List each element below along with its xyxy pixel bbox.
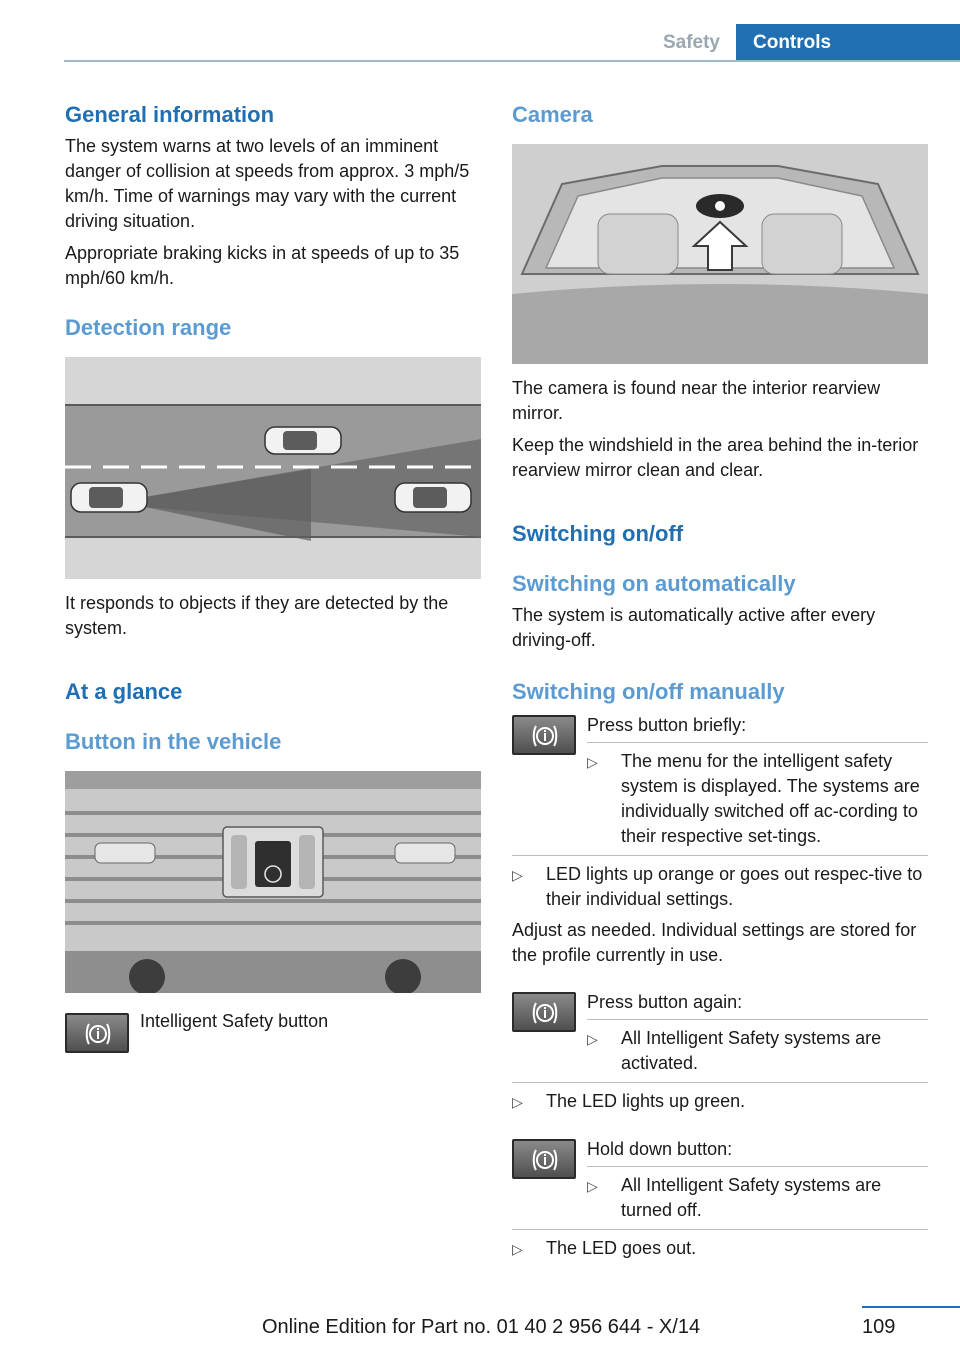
list-item (512, 1089, 928, 1115)
detection-range-figure (65, 357, 481, 579)
list-item-text: The menu for the intelligent safety system is displayed. The systems are individually switched off ac-cording to their respective set-tings. (621, 751, 920, 846)
intelligent-safety-button-icon (512, 1139, 576, 1179)
press-briefly-label: Press button briefly: (587, 715, 747, 735)
triangle-right-icon: ▷ (587, 1178, 598, 1194)
footer-edition: Online Edition for Part no. 01 40 2 956 644 - X/14 (262, 1316, 701, 1338)
general-info-heading: General information (65, 102, 275, 127)
intelligent-safety-button-icon (512, 992, 576, 1032)
list-item-text: LED lights up orange or goes out respec-tive to their individual settings. (546, 864, 923, 909)
list-item (512, 1236, 928, 1262)
footer-rule (862, 1306, 960, 1308)
safety-button-legend (65, 1011, 481, 1053)
hold-down-block (512, 1137, 928, 1223)
camera-heading: Camera (512, 102, 593, 127)
triangle-right-icon: ▷ (512, 1241, 523, 1257)
hold-down-label: Hold down button: (587, 1139, 733, 1159)
car-ahead-icon (265, 427, 341, 454)
list-item-text: The LED lights up green. (546, 1091, 746, 1111)
list-item (512, 862, 928, 912)
triangle-right-icon: ▷ (587, 754, 598, 770)
triangle-right-icon: ▷ (512, 867, 523, 883)
divider (587, 1166, 928, 1167)
triangle-right-icon: ▷ (587, 1031, 598, 1047)
left-column (65, 100, 481, 1053)
safety-button-label: Intelligent Safety button (140, 1011, 329, 1031)
list-item-text: The LED goes out. (546, 1238, 697, 1258)
list-item (587, 1026, 928, 1076)
header-tab-safety: Safety (662, 32, 720, 53)
divider (512, 855, 928, 856)
intelligent-safety-button-icon (512, 715, 576, 755)
list-item-text: All Intelligent Safety systems are activated. (621, 1028, 882, 1073)
divider (512, 1082, 928, 1083)
divider (587, 742, 928, 743)
triangle-right-icon: ▷ (512, 1094, 523, 1110)
own-car-icon (71, 483, 147, 512)
divider (512, 1229, 928, 1230)
button-in-vehicle-figure (65, 771, 481, 993)
list-item (587, 1173, 928, 1223)
camera-figure (512, 144, 928, 364)
page-number: 109 (862, 1316, 896, 1338)
header-tab-controls: Controls (736, 24, 960, 62)
divider (587, 1019, 928, 1020)
general-info-paragraph-1: The system warns at two levels of an imminent danger of collision at speeds from approx. 3 mph/5 km/h. Time of warnings may vary with the current driving situation. (65, 136, 470, 231)
button-in-vehicle-heading: Button in the vehicle (65, 729, 282, 754)
switching-on-automatically-text: The system is automatically active after every driving-off. (512, 605, 876, 650)
header-rule (64, 60, 960, 62)
switching-on-off-heading: Switching on/off (512, 521, 684, 546)
intelligent-safety-button-icon (65, 1013, 129, 1053)
list-item-text: All Intelligent Safety systems are turned off. (621, 1175, 882, 1220)
camera-paragraph-2: Keep the windshield in the area behind the in-terior rearview mirror clean and clear. (512, 435, 919, 480)
switching-manually-heading: Switching on/off manually (512, 679, 785, 704)
camera-paragraph-1: The camera is found near the interior rearview mirror. (512, 378, 881, 423)
adjust-text: Adjust as needed. Individual settings are stored for the profile currently in use. (512, 920, 917, 965)
general-info-paragraph-2: Appropriate braking kicks in at speeds of up to 35 mph/60 km/h. (65, 243, 460, 288)
press-again-label: Press button again: (587, 992, 743, 1012)
press-briefly-block (512, 713, 928, 849)
press-again-block (512, 990, 928, 1076)
right-column (512, 100, 928, 1262)
switching-on-automatically-heading: Switching on automatically (512, 571, 796, 596)
at-a-glance-heading: At a glance (65, 679, 183, 704)
detection-range-heading: Detection range (65, 315, 232, 340)
car-front-icon (395, 483, 471, 512)
list-item (587, 749, 928, 849)
detection-range-text: It responds to objects if they are detected by the system. (65, 593, 449, 638)
